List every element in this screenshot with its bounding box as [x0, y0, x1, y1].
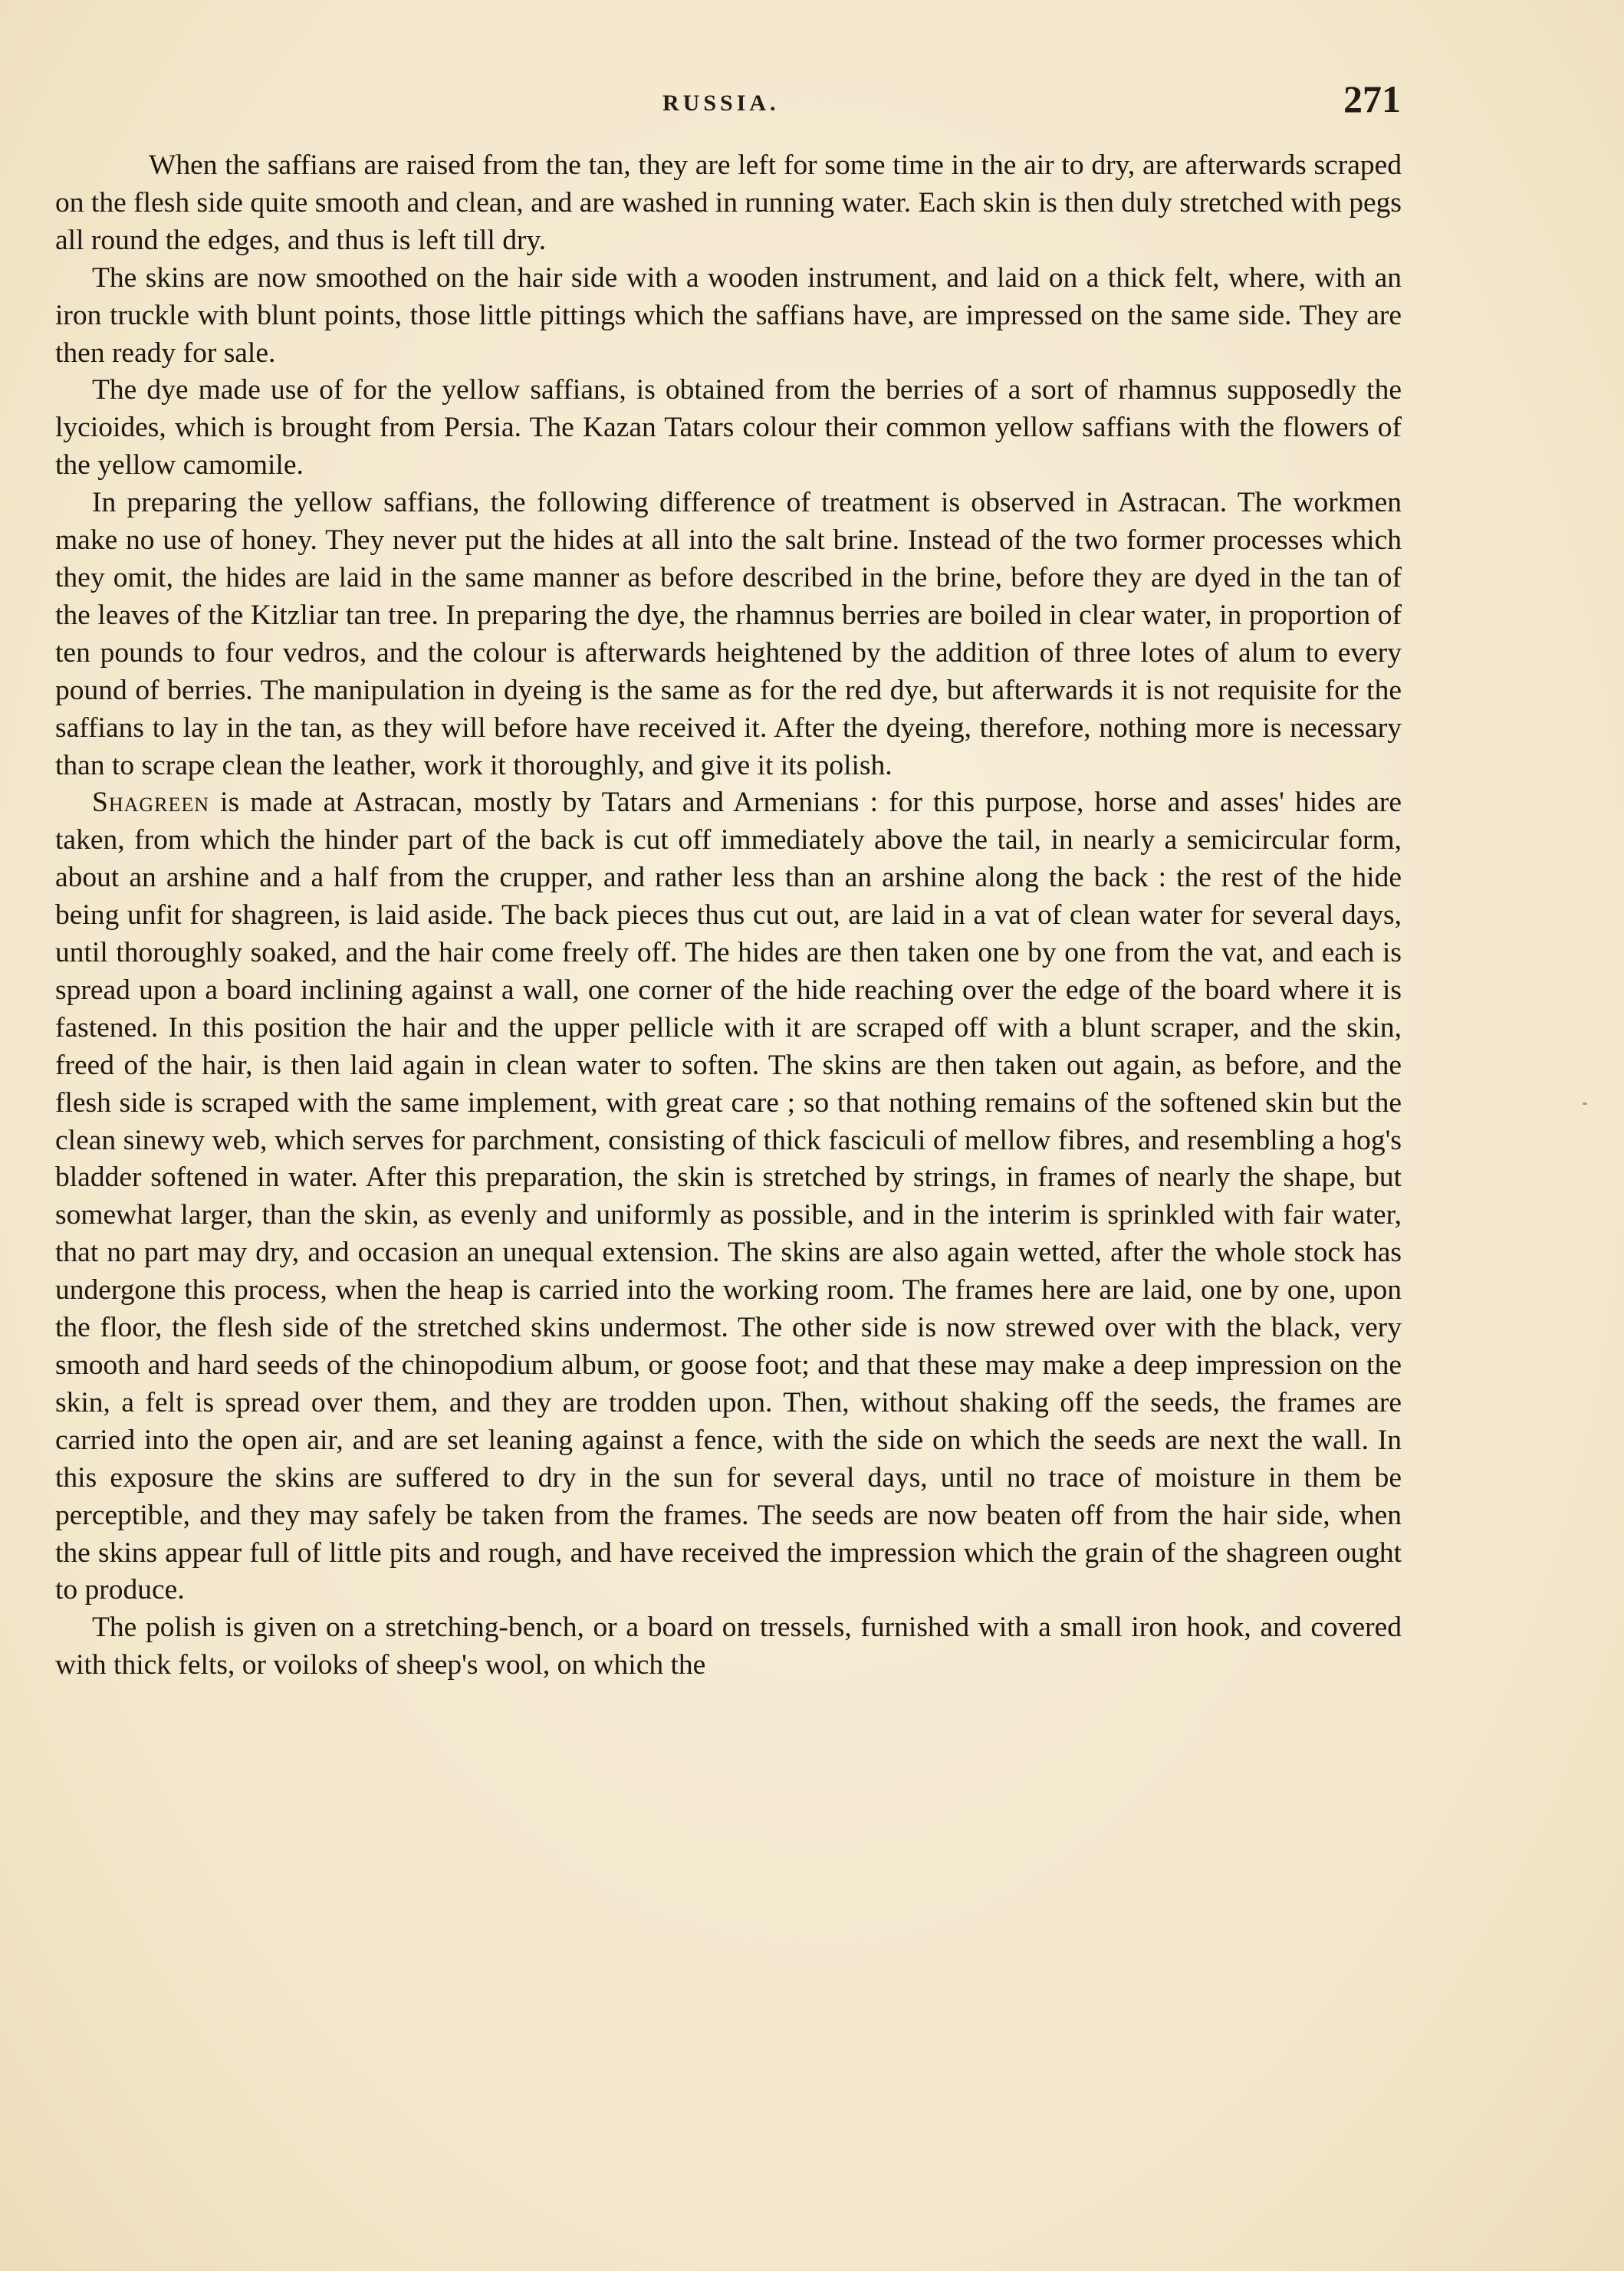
- running-title: RUSSIA.: [662, 90, 780, 116]
- paragraph-saffians-smoothing: The skins are now smoothed on the hair side with a wooden instrument, and laid on a thick felt, where, with an iron truckle with blunt points, those little pittings which the saffians have, are impressed on the same side. They are then ready for sale.: [55, 261, 1402, 369]
- paragraph-polish: The polish is given on a stretching-bench, or a board on tressels, furnished with a small iron hook, and covered with thick felts, or voiloks of sheep's wool, on which the: [55, 1612, 1402, 1681]
- page-number: 271: [1343, 77, 1401, 120]
- paragraph-astracan-treatment: In preparing the yellow saffians, the following difference of treatment is observed in Astracan. The workmen make no use of honey. They never put the hides at all into the salt brine. Instead of the two former processes which they omit, the hides are laid in the same manner as before described in the brine, before they are dyed in the tan of the leaves of the Kitzliar tan tree. In preparing the dye, the rhamnus berries are boiled in clear water, in proportion of ten pounds to four vedros, and the colour is afterwards heightened by the addition of three lotes of alum to every pound of berries. The manipulation in dyeing is the same as for the red dye, but afterwards it is not requisite for the saffians to lay in the tan, as they will before have received it. After the dyeing, therefore, nothing more is necessary than to scrape clean the leather, work it thoroughly, and give it its polish.: [55, 487, 1402, 781]
- shagreen-text: is made at Astracan, mostly by Tatars and Armenians : for this purpose, horse and asses' hides are taken, from which the hinder part of the back is cut off immediately above the tail, in nearly a semicircular form, about an arshine and a half from the crupper, and rather less than an arshine along the back : the rest of the hide being unfit for shagreen, is laid aside. The back pieces thus cut out, are laid in a vat of clean water for several days, until thoroughly soaked, and the hair come freely off. The hides are then taken one by one from the vat, and each is spread upon a board inclining against a wall, one corner of the hide reaching over the edge of the board where it is fastened. In this position the hair and the upper pellicle with it are scraped off with a blunt scraper, and the skin, freed of the hair, is then laid again in clean water to soften. The skins are then taken out again, as before, and the flesh side is scraped with the same implement, with great care ; so that nothing remains of the softened skin but the clean sinewy web, which serves for parchment, consisting of thick fasciculi of mellow fibres, and resembling a hog's bladder softened in water. After this preparation, the skin is stretched by strings, in frames of nearly the shape, but somewhat larger, than the skin, as evenly and uniformly as possible, and in the interim is sprinkled with fair water, that no part may dry, and occasion an unequal extension. The skins are also again wetted, after the whole stock has undergone this process, when the heap is carried into the working room. The frames here are laid, one by one, upon the floor, the flesh side of the stretched skins undermost. The other side is now strewed over with the black, very smooth and hard seeds of the chinopodium album, or goose foot; and that these may make a deep impression on the skin, a felt is spread over them, and they are trodden upon. Then, without shaking off the seeds, the frames are carried into the open air, and are set leaning against a fence, with the side on which the seeds are next the wall. In this exposure the skins are suffered to dry in the sun for several days, until no trace of moisture in them be perceptible, and they may safely be taken from the frames. The seeds are now beaten off from the hair side, when the skins appear full of little pits and rough, and have received the impression which the grain of the shagreen ought to produce.: [55, 787, 1402, 1606]
- shagreen-term: Shagreen: [92, 787, 210, 819]
- running-head: [0, 77, 1624, 123]
- paragraph-saffians-drying: When the saffians are raised from the tan, they are left for some time in the air to dry, are afterwards scraped on the flesh side quite smooth and clean, and are washed in running water. Each skin is then duly stretched with pegs all round the edges, and thus is left till dry.: [55, 150, 1402, 256]
- paper-speck: [1583, 1103, 1587, 1105]
- body-text: [55, 147, 1402, 1684]
- paragraph-shagreen: [55, 784, 1402, 1609]
- paragraph-yellow-dye: The dye made use of for the yellow saffians, is obtained from the berries of a sort of rhamnus supposedly the lycioides, which is brought from Persia. The Kazan Tatars colour their common yellow saffians with the flowers of the yellow camomile.: [55, 374, 1402, 481]
